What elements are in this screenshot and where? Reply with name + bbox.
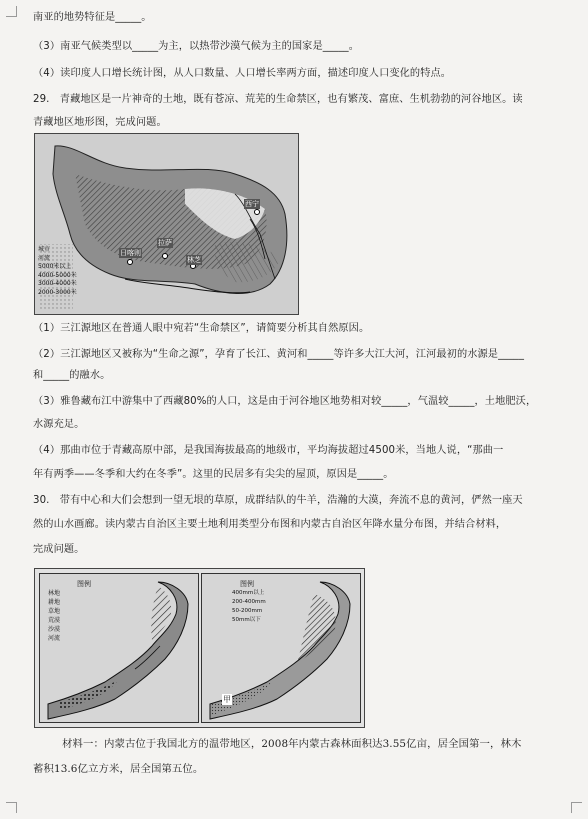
- precipitation-map: [201, 573, 361, 723]
- legend-3000-4000: 3000-4000米: [38, 280, 77, 287]
- q29-1: （1）三江源地区在普通人眼中宛若“生命禁区”，请简要分析其自然原因。: [33, 323, 370, 334]
- q29-stem-line2: 青藏地区地形图，完成问题。: [33, 117, 167, 128]
- crop-mark-bottom-left: [6, 802, 17, 813]
- q28-2-tail: 南亚的地势特征是_____。: [33, 12, 152, 23]
- crop-mark-top-left: [6, 6, 17, 17]
- land-use-map: [39, 573, 199, 723]
- legend-river: 河流: [38, 254, 51, 262]
- legend-50-200: 50-200mm: [232, 608, 263, 614]
- q30-stem-line1: 30. 带有中心和大们会想到一望无垠的草原，成群结队的牛羊，浩瀚的大漠，奔流不息的黄河，俨然一座天: [33, 495, 523, 506]
- legend-cropland: 耕地: [48, 599, 61, 606]
- map1-legend: [38, 246, 78, 297]
- q29-2-line1: （2）三江源地区又被称为“生命之源”，孕育了长江、黄河和_____等许多大江大河，江河最初的水源是_____: [33, 349, 525, 360]
- crop-mark-bottom-right: [571, 802, 582, 813]
- tibet-terrain-map: [34, 133, 299, 315]
- precip-legend-title: 图例: [240, 580, 254, 588]
- legend-below-50: 50mm以下: [232, 617, 261, 623]
- q29-stem-line1: 29. 青藏地区是一片神奇的土地，既有苍凉、荒芜的生命禁区，也有繁茂、富庶、生机勃勃的河谷地区。读: [33, 94, 523, 105]
- place-lhasa: 拉萨: [158, 239, 172, 247]
- legend-wasteland: 荒漠: [48, 617, 61, 624]
- land-use-legend-title: 图例: [77, 580, 91, 588]
- place-xining: 西宁: [245, 200, 259, 208]
- legend-river: 河流: [48, 635, 61, 642]
- q28-3: （3）南亚气候类型以_____为主，以热带沙漠气候为主的国家是_____。: [33, 41, 359, 52]
- q30-stem-line3: 完成问题。: [33, 544, 85, 555]
- region-label-jia: 甲: [223, 695, 231, 704]
- legend-200-400: 200-400mm: [232, 599, 266, 605]
- place-nyingchi: 林芝: [187, 256, 201, 264]
- legend-400-plus: 400mm以上: [232, 590, 265, 596]
- legend-grassland: 草地: [48, 608, 61, 615]
- precipitation-legend: [212, 580, 282, 625]
- legend-2000-3000: 2000-3000米: [38, 288, 77, 296]
- q28-4: （4）读印度人口增长统计图，从人口数量、人口增长率两方面，描述印度人口变化的特点。: [33, 68, 452, 79]
- material1-line1: 材料一：内蒙古位于我国北方的温带地区，2008年内蒙古森林面积达3.55亿亩，居全国第一，林木: [62, 738, 522, 750]
- legend-4000-5000: 4000-5000米: [38, 271, 77, 279]
- inner-mongolia-maps: [34, 568, 365, 728]
- place-shigatse: 日喀则: [120, 249, 141, 257]
- q29-3-line2: 水源充足。: [33, 419, 85, 430]
- legend-above-5000: 5000米以上: [38, 263, 72, 270]
- land-use-legend: [48, 580, 120, 643]
- q29-3-line1: （3）雅鲁藏布江中游集中了西藏80%的人口，这是由于河谷地区地势相对较_____，气温较_____，土地肥沃，: [33, 396, 537, 407]
- material1-line2: 蓄积13.6亿立方米，居全国第五位。: [33, 763, 204, 775]
- legend-city: 城市: [38, 246, 51, 253]
- q29-4-line2: 年有两季——冬季和大约在冬季”。这里的民居多有尖尖的屋顶，原因是_____。: [33, 469, 394, 480]
- legend-desert: 沙漠: [48, 626, 61, 633]
- q29-4-line1: （4）那曲市位于青藏高原中部，是我国海拔最高的地级市，平均海拔超过4500米，当地人说，“那曲一: [33, 445, 504, 456]
- legend-forest: 林地: [48, 590, 61, 597]
- q29-2-line2: 和_____的融水。: [33, 370, 111, 381]
- q30-stem-line2: 然的山水画廊。读内蒙古自治区主要土地利用类型分布图和内蒙古自治区年降水量分布图，并结合材料，: [33, 519, 507, 530]
